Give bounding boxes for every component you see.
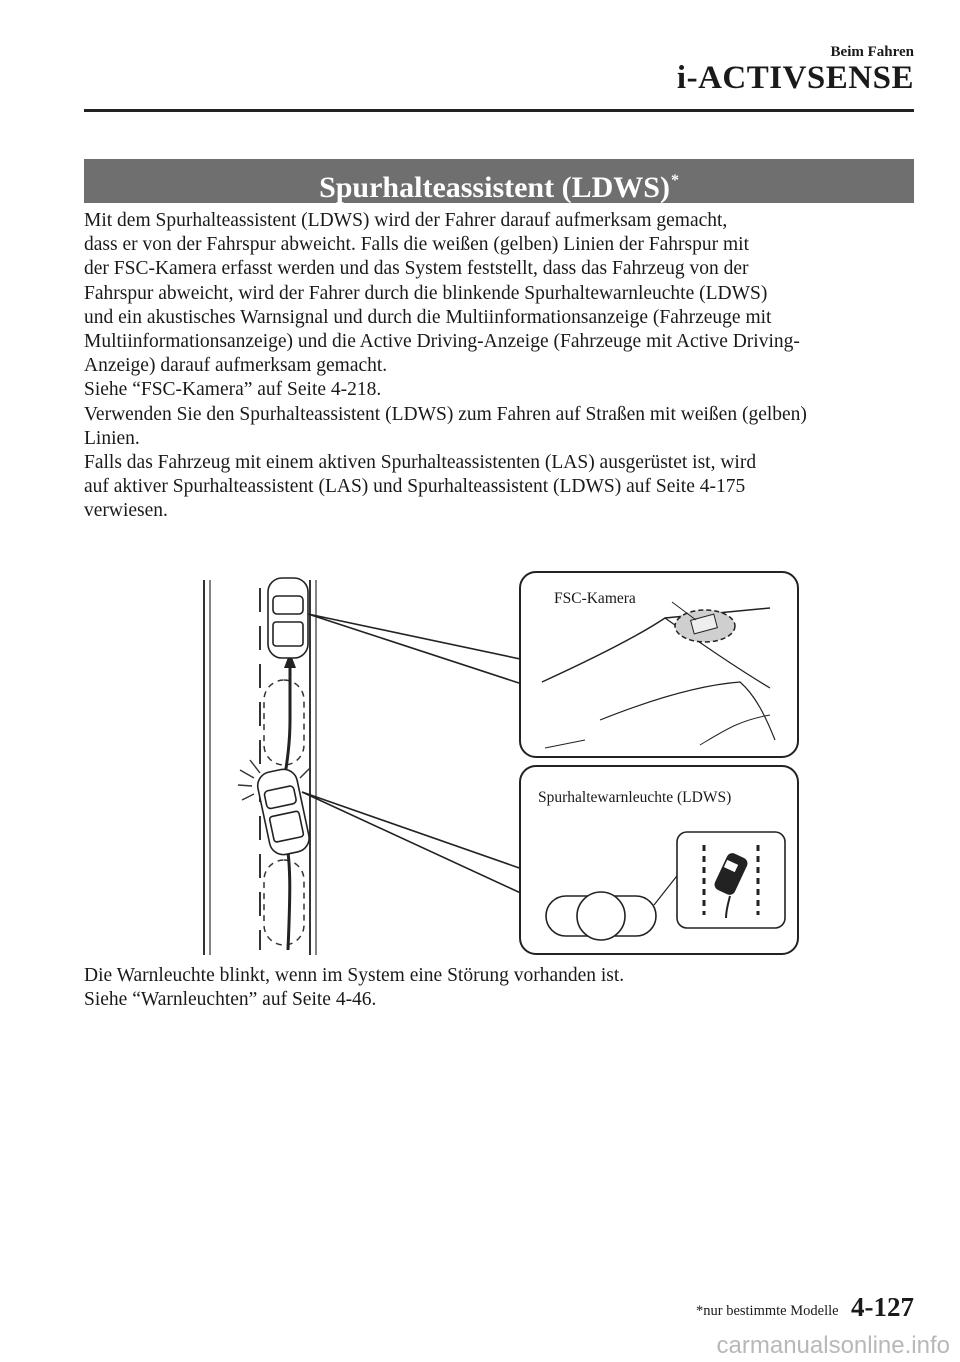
body-line: Fahrspur abweicht, wird der Fahrer durch die blinkende Spurhaltewarnleuchte (LDWS) [84, 282, 768, 304]
body-line: auf aktiver Spurhalteassistent (LAS) und Spurhalteassistent (LDWS) auf Seite 4-175 [84, 476, 746, 498]
body-line: verwiesen. [84, 500, 168, 522]
body-line: dass er von der Fahrspur abweicht. Falls die weißen (gelben) Linien der Fahrspur mit [84, 234, 749, 256]
after-figure-text [84, 964, 920, 1012]
body-line: Verwenden Sie den Spurhalteassistent (LDWS) zum Fahren auf Straßen mit weißen (gelben) [84, 403, 807, 425]
body-line: Siehe “FSC-Kamera” auf Seite 4-218. [84, 379, 382, 401]
car-top-icon [268, 578, 308, 658]
header-rule [84, 109, 914, 112]
section-title-banner [84, 159, 914, 203]
page-number: 4-127 [851, 1292, 914, 1322]
chapter-title: i-ACTIVSENSE [676, 60, 914, 96]
body-line: Siehe “Warnleuchten” auf Seite 4-46. [84, 989, 377, 1011]
callout-pointer-top [308, 614, 525, 685]
body-line: der FSC-Kamera erfasst werden und das System feststellt, dass das Fahrzeug von der [84, 258, 749, 280]
body-line: Falls das Fahrzeug mit einem aktiven Spurhalteassistenten (LAS) ausgerüstet ist, wird [84, 452, 757, 474]
body-line: und ein akustisches Warnsignal und durch die Multiinformationsanzeige (Fahrzeuge mit [84, 306, 772, 328]
body-text [84, 209, 920, 524]
warning-light-callout [520, 766, 798, 954]
ldws-illustration [180, 570, 800, 960]
section-label: Beim Fahren [830, 44, 914, 60]
footnote: *nur bestimmte Modelle [696, 1303, 839, 1319]
body-line: Linien. [84, 427, 140, 449]
camera-label: FSC-Kamera [554, 590, 636, 607]
car-warning-icon [255, 767, 312, 857]
body-line: Multiinformationsanzeige) und die Active Driving-Anzeige (Fahrzeuge mit Active Driving- [84, 331, 800, 353]
warning-light-label: Spurhaltewarnleuchte (LDWS) [538, 789, 732, 806]
callout-pointer-bottom [302, 792, 525, 895]
section-title: Spurhalteassistent (LDWS) [319, 171, 670, 204]
title-asterisk: * [670, 172, 679, 189]
camera-callout [520, 572, 798, 757]
body-line: Mit dem Spurhalteassistent (LDWS) wird der Fahrer darauf aufmerksam gemacht, [84, 210, 728, 231]
body-line: Die Warnleuchte blinkt, wenn im System eine Störung vorhanden ist. [84, 965, 625, 986]
body-line: Anzeige) darauf aufmerksam gemacht. [84, 355, 388, 377]
watermark: carmanualsonline.info [716, 1332, 950, 1359]
